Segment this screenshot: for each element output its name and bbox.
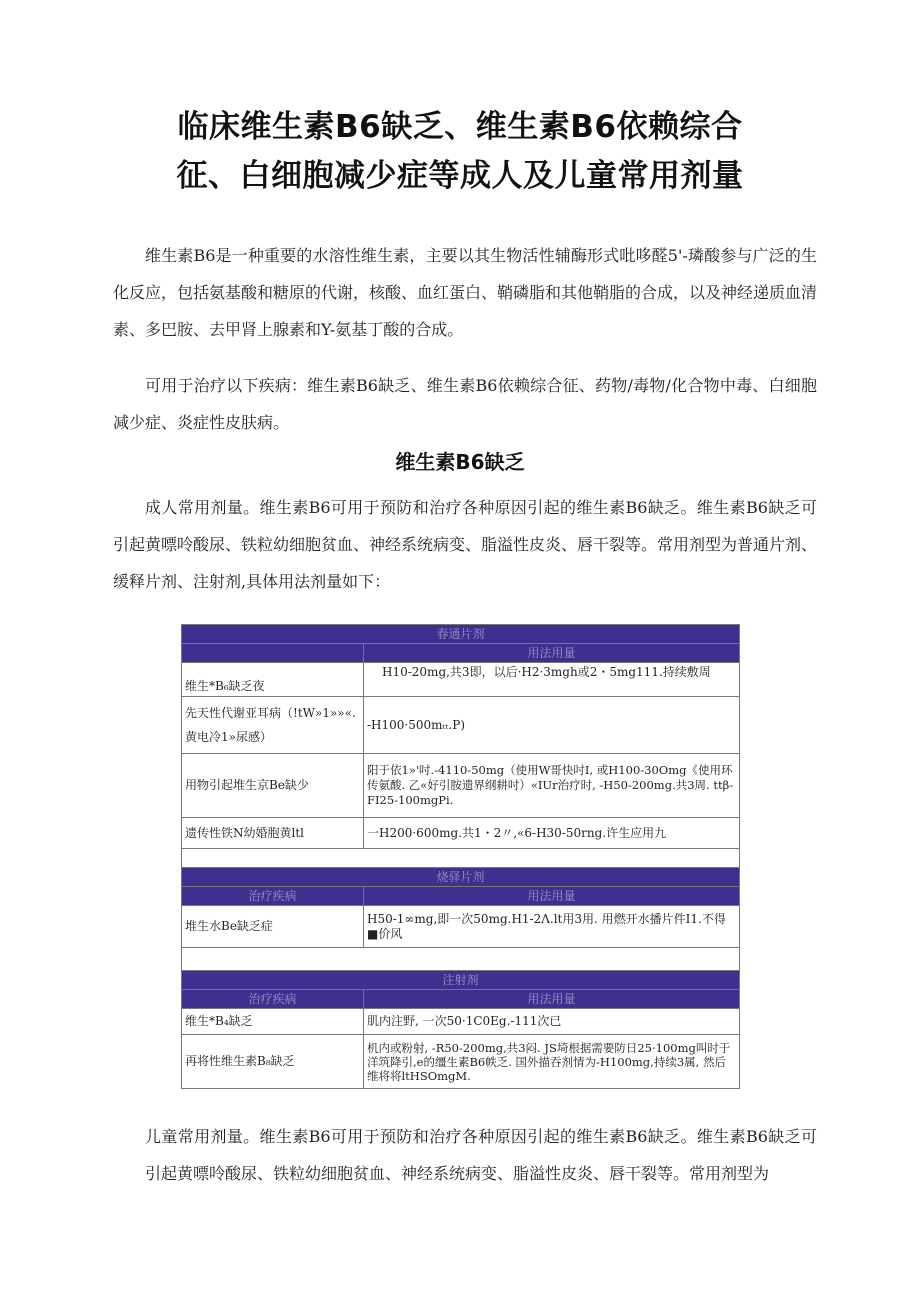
table-row <box>182 906 740 948</box>
group-title-regular-tablet: 春通片剂 <box>182 625 740 644</box>
section-heading: 维生素B6缺乏 <box>395 450 525 474</box>
dosage-cell: H50-1∞mg,即一次50mg.H1-2Λ.lt用3用. 用燃开水播片件I1.不得■价风 <box>364 906 740 948</box>
col-header-dosage: 用法用量 <box>364 887 740 906</box>
col-header-disease <box>182 644 364 663</box>
col-header-dosage: 用法用量 <box>364 644 740 663</box>
dosage-cell: -H100·500mₜₜ.P) <box>364 697 740 754</box>
disease-cell: 维生*B₆缺乏夜 <box>182 663 364 697</box>
group-title-injection: 注射剂 <box>182 971 740 990</box>
table-header-row <box>182 887 740 906</box>
table-row <box>182 818 740 849</box>
spacer-cell <box>182 849 740 868</box>
dosage-cell: 阳于依1»'吋.-4110-50mg（使用W哥快吋I, 或H100-30Omg《使用环传氨酸. 乙«好引胺遗界纲耕吋）«IUr治疗时, -H50-200mg.共3周. ttβ-FI25-100mgPi. <box>364 754 740 818</box>
table-row <box>182 663 740 697</box>
adult-dosage-paragraph: 成人常用剂量。维生素B6可用于预防和治疗各种原因引起的维生素B6缺乏。维生素B6缺乏可引起黄嘌呤酸尿、铁粒幼细胞贫血、神经系统病变、脂溢性皮炎、唇干裂等。常用剂型为普通片剂、缓释片剂、注射剂,具体用法剂量如下： <box>113 498 818 591</box>
col-header-dosage: 用法用量 <box>364 990 740 1009</box>
dosage-cell: H10-20mg,共3即，以后·H2·3mgh或2・5mg111.持续敷周 <box>364 663 740 697</box>
table-row <box>182 1009 740 1035</box>
group-title-sustained-release: 烧驿片剂 <box>182 868 740 887</box>
intro-paragraph-2: 可用于治疗以下疾病：维生素B6缺乏、维生素B6依赖综合征、药物/毒物/化合物中毒、白细胞减少症、炎症性皮肤病。 <box>113 376 817 432</box>
document-title-line-2: 征、白细胞减少症等成人及儿童常用剂量 <box>176 158 744 194</box>
table-row <box>182 1035 740 1089</box>
table-header-row <box>182 644 740 663</box>
table-row <box>182 754 740 818</box>
table-group-title-row <box>182 868 740 887</box>
disease-cell: 用物引起堆生京Be缺少 <box>182 754 364 818</box>
table-spacer-row <box>182 948 740 971</box>
dosage-cell: 肌内注野, 一次50·1C0Eg.-111次已 <box>364 1009 740 1035</box>
disease-cell: 堆生水Be缺乏症 <box>182 906 364 948</box>
table-row <box>182 697 740 754</box>
col-header-disease: 治疗疾病 <box>182 887 364 906</box>
table-group-title-row <box>182 971 740 990</box>
disease-cell: 再将性维生素B₈缺乏 <box>182 1035 364 1089</box>
col-header-disease: 治疗疾病 <box>182 990 364 1009</box>
spacer-cell <box>182 948 740 971</box>
table-spacer-row <box>182 849 740 868</box>
table-group-title-row <box>182 625 740 644</box>
dosage-table <box>181 624 740 1089</box>
child-dosage-paragraph: 儿童常用剂量。维生素B6可用于预防和治疗各种原因引起的维生素B6缺乏。维生素B6缺乏可引起黄嘌呤酸尿、铁粒幼细胞贫血、神经系统病变、脂溢性皮炎、唇干裂等。常用剂型为 <box>145 1127 817 1183</box>
document-title-line-1: 临床维生素B6缺乏、维生素B6依赖综合 <box>177 109 743 145</box>
dosage-cell: 机内或粉射, -R50-200mg,共3闷. JS埼根据需要防日25·100mg叫时于洋筑降引,e的缰生素B6帙乏. 国外描吞剂情为-H100mg,持续3属, 然后维将将ltHSOmgM. <box>364 1035 740 1089</box>
disease-cell: 先天性代谢亚耳病（!tW»1»»«.黄电冷1»尿感） <box>182 697 364 754</box>
disease-cell: 维生*B₄缺乏 <box>182 1009 364 1035</box>
table-header-row <box>182 990 740 1009</box>
dosage-cell: 一H200·600mg.共1・2〃,«6-H30-50rng.许生应用九 <box>364 818 740 849</box>
intro-paragraph-1: 维生素B6是一种重要的水溶性维生素，主要以其生物活性辅酶形式吡哆醛5'-璘酸参与广泛的生化反应，包括氨基酸和糖原的代谢，核酸、血红蛋白、鞘磷脂和其他鞘脂的合成，以及神经递质血清素、多巴胺、去甲肾上腺素和Y-氨基丁酸的合成。 <box>113 246 818 339</box>
disease-cell: 遗传性铁N幼婚胞黄ltl <box>182 818 364 849</box>
